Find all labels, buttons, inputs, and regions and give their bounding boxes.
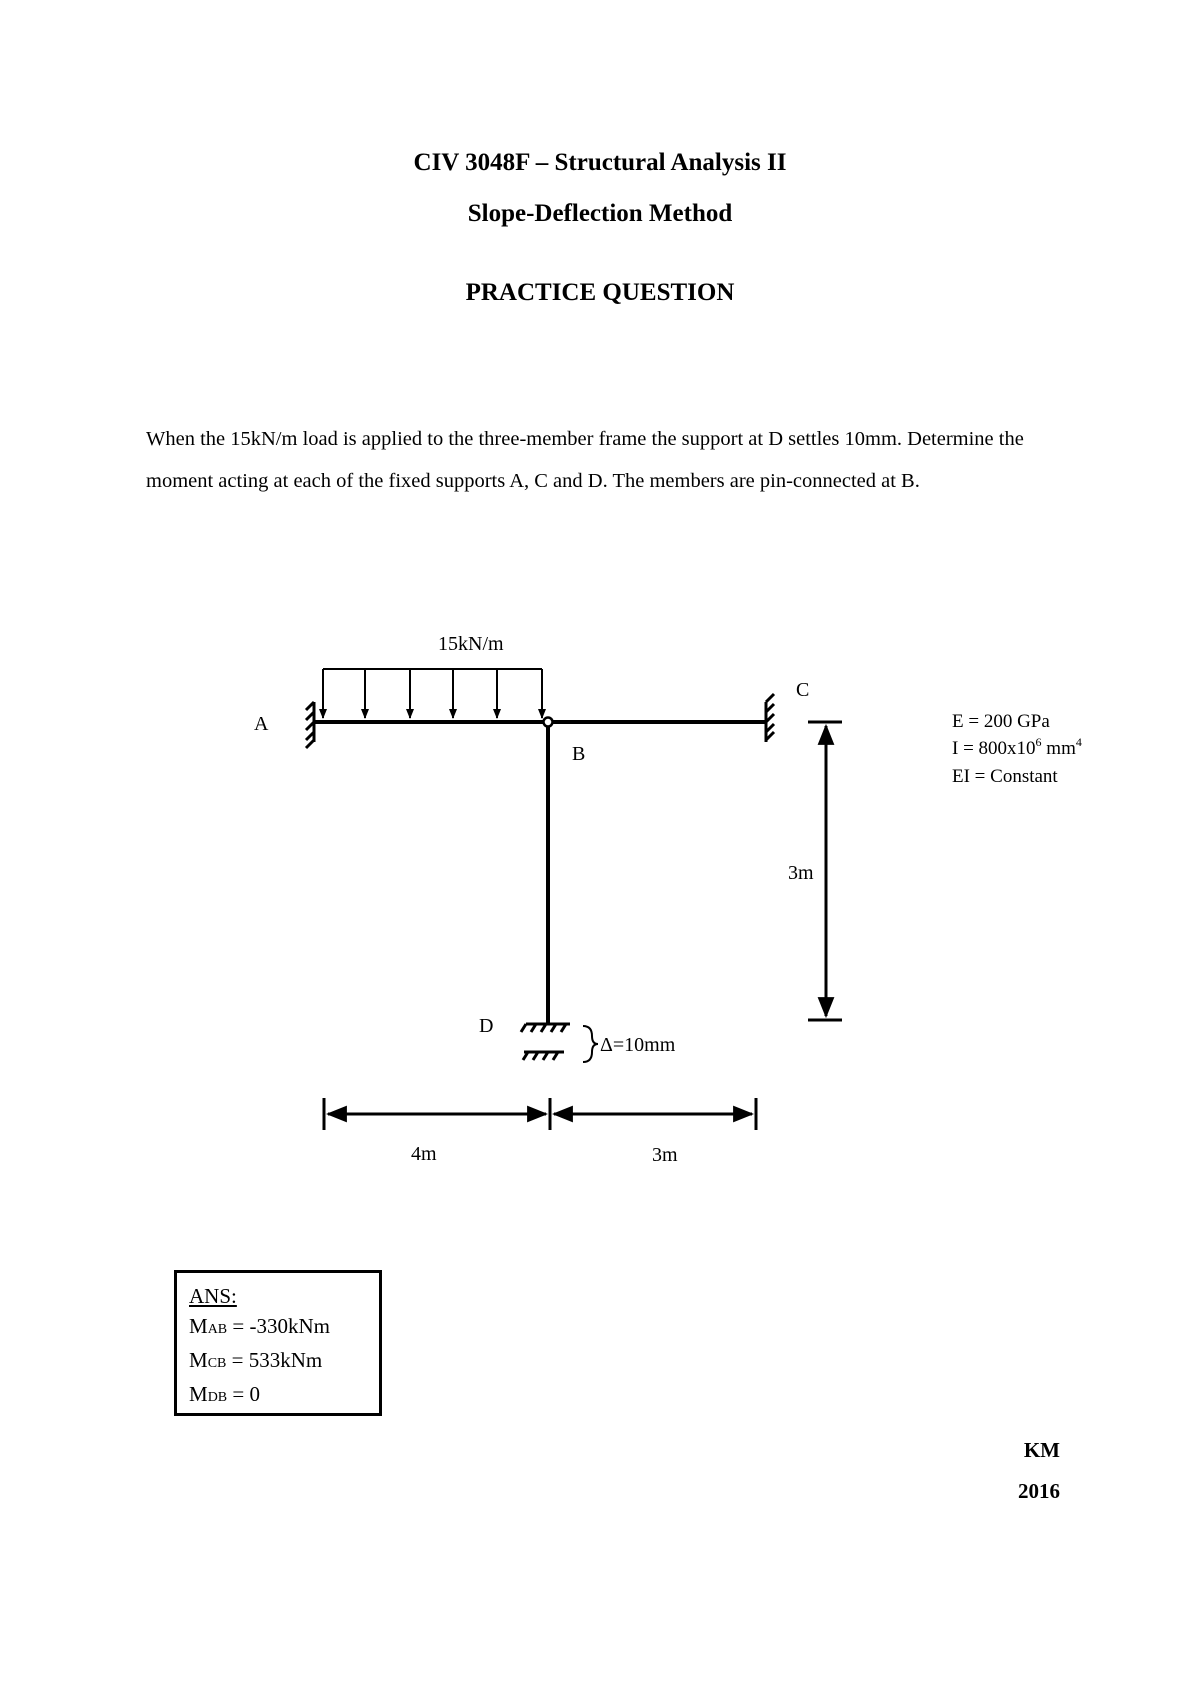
answer-row-cb: MCB = 533kNm	[189, 1348, 323, 1372]
node-d-label: D	[479, 1015, 494, 1037]
answer-row-ab: MAB = -330kNm	[189, 1314, 330, 1338]
answer-box	[174, 1270, 382, 1416]
load-label: 15kN/m	[438, 633, 504, 655]
author-initials: KM	[1023, 1438, 1060, 1462]
span-dimensions	[324, 1098, 756, 1130]
settlement-brace-icon	[583, 1026, 598, 1062]
practice-title: PRACTICE QUESTION	[465, 279, 735, 306]
question-text: When the 15kN/m load is applied to the three-member frame the support at D settles 10mm. Determine the moment acting at each of the fixed supports A, C and D. The members are pin-connected at B.	[146, 428, 1024, 492]
method-title: Slope-Deflection Method	[467, 200, 733, 227]
height-label: 3m	[788, 862, 814, 884]
pin-b-icon	[544, 718, 553, 727]
prop-ei: EI = Constant	[952, 766, 1058, 787]
span-bc-label: 3m	[652, 1144, 678, 1166]
span-ab-label: 4m	[411, 1143, 437, 1165]
fixed-support-c-icon	[766, 694, 774, 742]
document-year: 2016	[1018, 1479, 1060, 1503]
course-title: CIV 3048F – Structural Analysis II	[413, 149, 787, 176]
fixed-support-a-icon	[306, 702, 314, 748]
settled-support-d-icon	[523, 1052, 564, 1060]
fixed-support-d-icon	[521, 1024, 570, 1032]
node-b-label: B	[572, 743, 586, 765]
node-c-label: C	[796, 679, 810, 701]
prop-i: $I = 800x10^6$ $mm^4$	[952, 735, 1082, 759]
frame-members	[314, 722, 766, 1024]
section-properties	[952, 711, 1082, 787]
prop-e: E = 200 GPa	[952, 711, 1050, 732]
settlement-label: Δ=10mm	[600, 1034, 676, 1056]
distributed-load	[323, 669, 542, 718]
answer-row-db: MDB = 0	[189, 1382, 260, 1406]
node-a-label: A	[254, 713, 269, 735]
answer-title: ANS:	[189, 1284, 237, 1308]
